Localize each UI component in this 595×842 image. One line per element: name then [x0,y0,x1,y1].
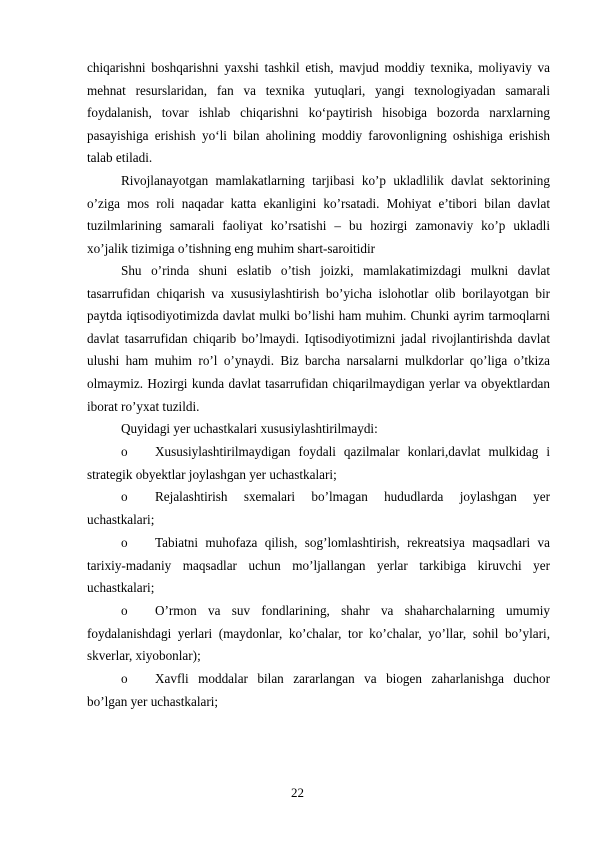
bullet-item-4 [87,600,550,668]
paragraph-3: Shu o’rinda shuni eslatib o’tish joizki, mamlakatimizdagi mulkni davlat tasarrufidan chiqarish va xususiylashtirish bo’yicha islohotlar olib borilayotgan bir paytda iqtisodiyotimizda davlat mulki bo’lishi ham muhim. Chunki ayrim tarmoqlarni davlat tasarrufidan chiqarib bo’lmaydi. Iqtisodiyotimizni jadal rivojlantirishda davlat ulushi ham muhim ro’l o’ynaydi. Biz barcha narsalarni mulkdorlar qo’liga o’tkiza olmaymiz. Hozirgi kunda davlat tasarrufidan chiqarilmaydigan yerlar va obyektlardan iborat ro’yxat tuzildi. [87,263,550,414]
paragraph-2: Rivojlanayotgan mamlakatlarning tarjibasi ko’p ukladlilik davlat sektorining o’ziga mos roli naqadar katta ekanligini ko’rsatadi. Mohiyat e’tibori bilan davlat tuzilmlarining samarali faoliyat ko’rsatishi – bu hozirgi zamonaviy ko’p ukladli xo’jalik tizimiga o’tishning eng muhim shart-saroitidir [87,173,550,256]
bullet-item-5 [87,668,550,713]
bullet-text: Tabiatni muhofaza qilish, sog’lomlashtirish, rekreatsiya maqsadlari va tarixiy-madaniy maqsadlar uchun mo’ljallangan yerlar tarkibiga kiruvchi yer uchastkalari; [87,535,550,596]
bullet-text: Rejalashtirish sxemalari bo’lmagan hududlarda joylashgan yer uchastkalari; [87,489,550,527]
paragraph-4: Quyidagi yer uchastkalari xususiylashtirilmaydi: [121,421,378,436]
bullet-item-1 [87,441,550,486]
bullet-text: O’rmon va suv fondlarining, shahr va shaharchalarning umumiy foydalanishdagi yerlari (maydonlar, ko’chalar, tor ko’chalar, yo’llar, sohil bo’ylari, skverlar, xiyobonlar); [87,603,550,664]
bullet-text: Xususiylashtirilmaydigan foydali qazilmalar konlari,davlat mulkidag i strategik obyektlar joylashgan yer uchastkalari; [87,444,550,482]
bullet-item-2 [87,486,550,531]
bullet-text: Xavfli moddalar bilan zararlangan va biogen zaharlanishga duchor bo’lgan yer uchastkalari; [87,671,550,709]
bullet-marker: o [121,603,128,618]
bullet-item-3 [87,532,550,600]
bullet-marker: o [121,535,128,550]
bullet-marker: o [121,444,128,459]
paragraph-1: chiqarishni boshqarishni yaxshi tashkil etish, mavjud moddiy texnika, moliyaviy va mehnat resurslaridan, fan va texnika yutuqlari, yangi texnologiyadan samarali foydalanish, tovar ishlab chiqarishni ko‘paytirish hisobiga bozorda narxlarning pasayishiga erishish yo‘li bilan aholining moddiy farovonligning oshishiga erishish talab etiladi. [87,60,550,166]
bullet-marker: o [121,489,128,504]
bullet-marker: o [121,671,128,686]
page-number: 22 [291,785,304,800]
